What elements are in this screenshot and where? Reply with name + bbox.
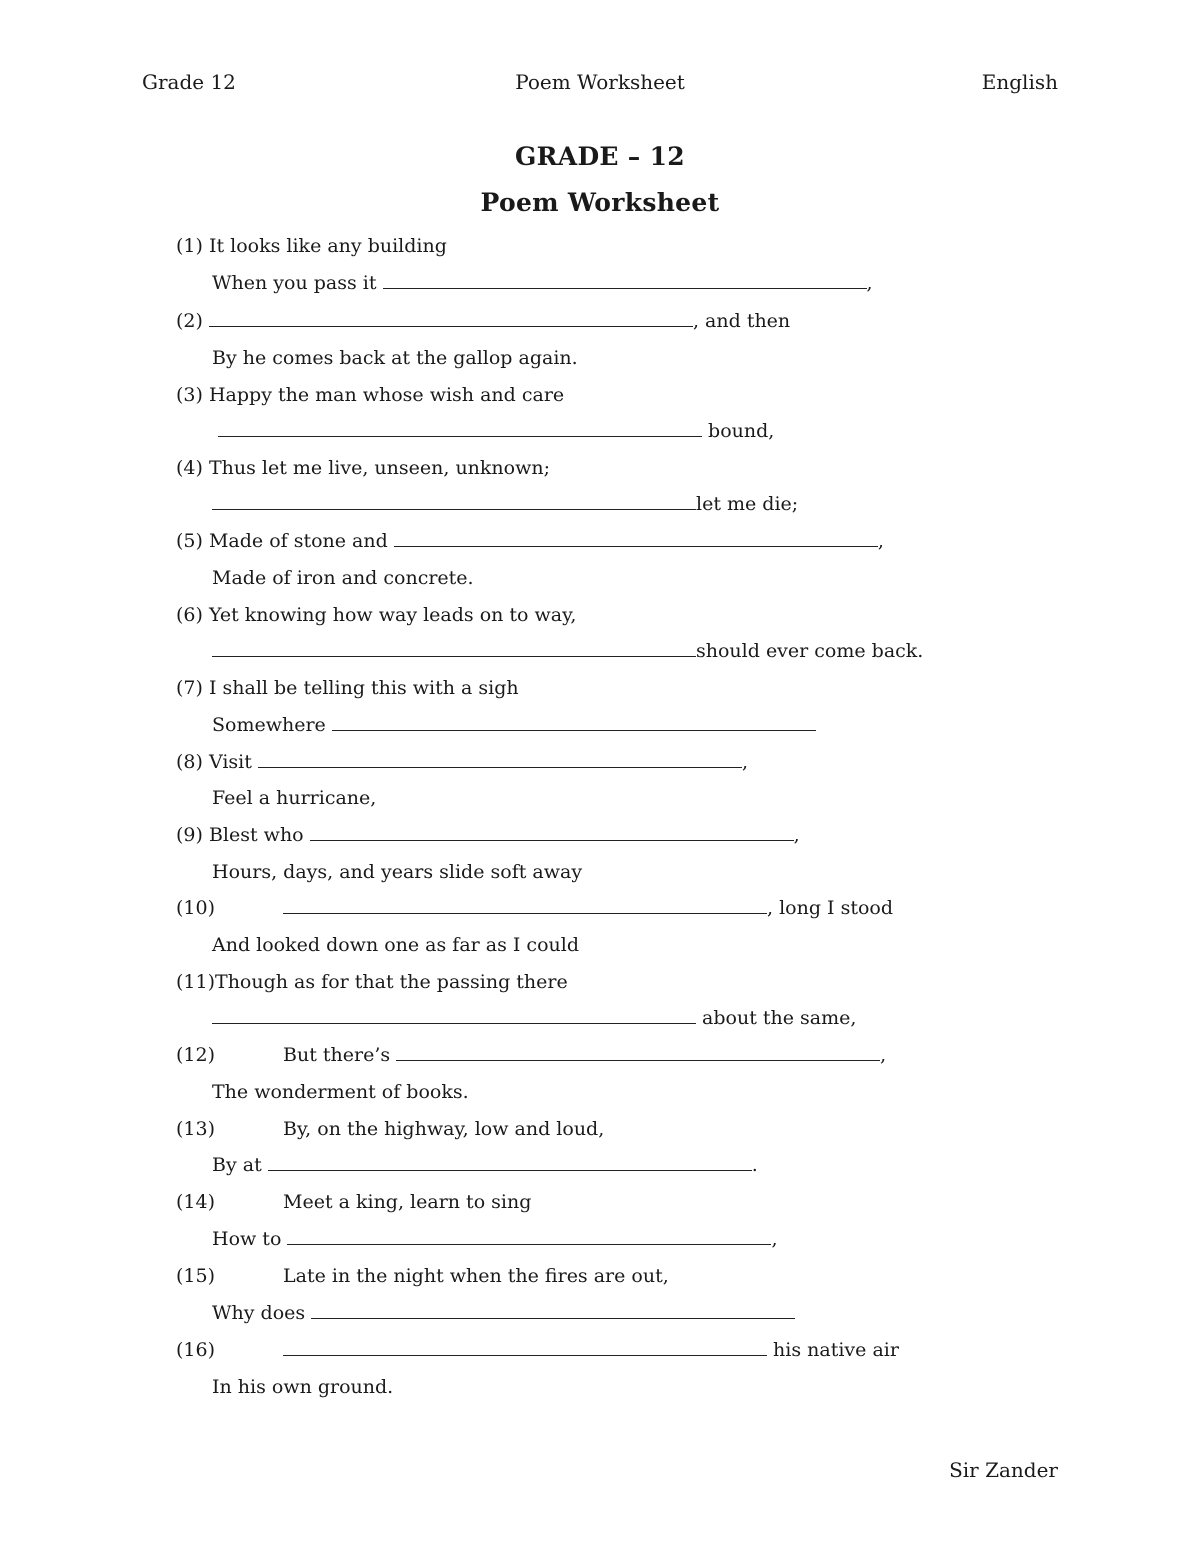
- question-6-line-2: [212, 639, 923, 663]
- poem-text: By he comes back at the gallop again.: [212, 347, 578, 369]
- question-12-line-1-answer: [283, 1043, 886, 1067]
- question-number: (4): [176, 457, 203, 479]
- question-number: (6): [176, 604, 203, 626]
- question-10-line-1: [176, 896, 215, 920]
- poem-text: , long I stood: [767, 897, 894, 919]
- question-4-line-1: [176, 456, 550, 480]
- answer-blank[interactable]: [332, 714, 816, 731]
- poem-text: bound,: [708, 420, 775, 442]
- question-7-line-1: [176, 676, 519, 700]
- poem-text: his native air: [773, 1339, 899, 1361]
- question-16-line-1-answer: [283, 1338, 899, 1362]
- question-1-line-1: [176, 234, 447, 258]
- question-12-line-1: [176, 1043, 215, 1067]
- question-11-line-2: [212, 1006, 856, 1030]
- question-3-line-1: [176, 383, 564, 407]
- poem-text: should ever come back.: [696, 640, 924, 662]
- poem-text: Made of stone and: [208, 530, 388, 552]
- poem-text: ,: [771, 1228, 778, 1250]
- question-15-line-2: [212, 1301, 795, 1325]
- poem-text: But there’s: [283, 1044, 391, 1066]
- poem-text: And looked down one as far as I could: [212, 934, 579, 956]
- question-6-line-1: [176, 603, 576, 627]
- question-number: (12): [176, 1044, 216, 1066]
- question-1-line-2: [212, 271, 873, 295]
- question-15-line-1: [176, 1264, 215, 1288]
- poem-text: Thus let me live, unseen, unknown;: [208, 457, 551, 479]
- question-11-line-1: [176, 970, 568, 994]
- poem-text: ,: [793, 824, 800, 846]
- poem-text: It looks like any building: [208, 235, 447, 257]
- question-10-line-1-answer: [283, 896, 893, 920]
- question-number: (1): [176, 235, 203, 257]
- question-number: (9): [176, 824, 203, 846]
- poem-text: ,: [880, 1044, 887, 1066]
- poem-text: about the same,: [702, 1007, 857, 1029]
- question-8-line-1: [176, 750, 748, 774]
- question-2-line-1: [176, 309, 790, 333]
- answer-blank[interactable]: [310, 824, 794, 841]
- answer-blank[interactable]: [258, 751, 742, 768]
- question-12-line-2: [212, 1080, 469, 1104]
- poem-text: I shall be telling this with a sigh: [208, 677, 519, 699]
- poem-text: Yet knowing how way leads on to way,: [208, 604, 577, 626]
- poem-text: Though as for that the passing there: [215, 971, 568, 993]
- poem-text: Feel a hurricane,: [212, 787, 377, 809]
- poem-text: Made of iron and concrete.: [212, 567, 474, 589]
- question-5-line-1: [176, 529, 884, 553]
- poem-text: ,: [866, 272, 873, 294]
- question-number: (7): [176, 677, 203, 699]
- question-13-line-2: [212, 1153, 758, 1177]
- poem-text: Why does: [212, 1302, 306, 1324]
- question-number: (10): [176, 897, 216, 919]
- poem-text: Happy the man whose wish and care: [208, 384, 565, 406]
- header-title: Poem Worksheet: [515, 70, 685, 94]
- poem-text: Meet a king, learn to sing: [283, 1191, 532, 1213]
- answer-blank[interactable]: [218, 420, 702, 437]
- question-9-line-2: [212, 860, 582, 884]
- answer-blank[interactable]: [212, 1007, 696, 1024]
- poem-text: Somewhere: [212, 714, 326, 736]
- poem-text: How to: [212, 1228, 282, 1250]
- poem-text: Visit: [208, 751, 252, 773]
- poem-text: In his own ground.: [212, 1376, 394, 1398]
- poem-text: Blest who: [208, 824, 304, 846]
- answer-blank[interactable]: [287, 1228, 771, 1245]
- answer-blank[interactable]: [311, 1302, 795, 1319]
- question-9-line-1: [176, 823, 800, 847]
- header-subject: English: [981, 70, 1058, 94]
- question-14-line-1: [176, 1190, 215, 1214]
- page-subtitle: Poem Worksheet: [480, 188, 720, 217]
- question-number: (5): [176, 530, 203, 552]
- question-number: (2): [176, 310, 203, 332]
- poem-text: When you pass it: [212, 272, 377, 294]
- answer-blank[interactable]: [212, 640, 696, 657]
- answer-blank[interactable]: [268, 1154, 752, 1171]
- question-number: (13): [176, 1118, 216, 1140]
- question-4-line-2: [212, 492, 798, 516]
- poem-text: let me die;: [696, 493, 799, 515]
- poem-text: Late in the night when the fires are out,: [283, 1265, 669, 1287]
- answer-blank[interactable]: [283, 897, 767, 914]
- question-number: (14): [176, 1191, 216, 1213]
- question-7-line-2: [212, 713, 816, 737]
- poem-text: By at: [212, 1154, 262, 1176]
- answer-blank[interactable]: [283, 1339, 767, 1356]
- poem-text: , and then: [692, 310, 791, 332]
- page-title: GRADE – 12: [515, 142, 685, 171]
- question-5-line-2: [212, 566, 474, 590]
- poem-text: ,: [877, 530, 884, 552]
- question-number: (8): [176, 751, 203, 773]
- poem-text: .: [751, 1154, 758, 1176]
- question-14-line-1-text: [283, 1190, 531, 1214]
- poem-text: ,: [741, 751, 748, 773]
- question-15-line-1-text: [283, 1264, 669, 1288]
- question-number: (16): [176, 1339, 216, 1361]
- question-number: (3): [176, 384, 203, 406]
- question-14-line-2: [212, 1227, 777, 1251]
- question-16-line-2: [212, 1375, 393, 1399]
- question-number: (15): [176, 1265, 216, 1287]
- question-16-line-1: [176, 1338, 215, 1362]
- question-10-line-2: [212, 933, 579, 957]
- question-3-line-2: [218, 419, 774, 443]
- poem-text: The wonderment of books.: [212, 1081, 469, 1103]
- answer-blank[interactable]: [394, 530, 878, 547]
- header-grade: Grade 12: [142, 70, 236, 94]
- answer-blank[interactable]: [212, 493, 696, 510]
- poem-text: By, on the highway, low and loud,: [283, 1118, 605, 1140]
- answer-blank[interactable]: [209, 310, 693, 327]
- question-13-line-1: [176, 1117, 215, 1141]
- answer-blank[interactable]: [396, 1044, 880, 1061]
- question-13-line-1-text: [283, 1117, 604, 1141]
- question-number: (11): [176, 971, 216, 993]
- poem-text: Hours, days, and years slide soft away: [212, 861, 583, 883]
- answer-blank[interactable]: [383, 272, 867, 289]
- footer-author: Sir Zander: [949, 1458, 1058, 1482]
- question-2-line-2: [212, 346, 578, 370]
- question-8-line-2: [212, 786, 376, 810]
